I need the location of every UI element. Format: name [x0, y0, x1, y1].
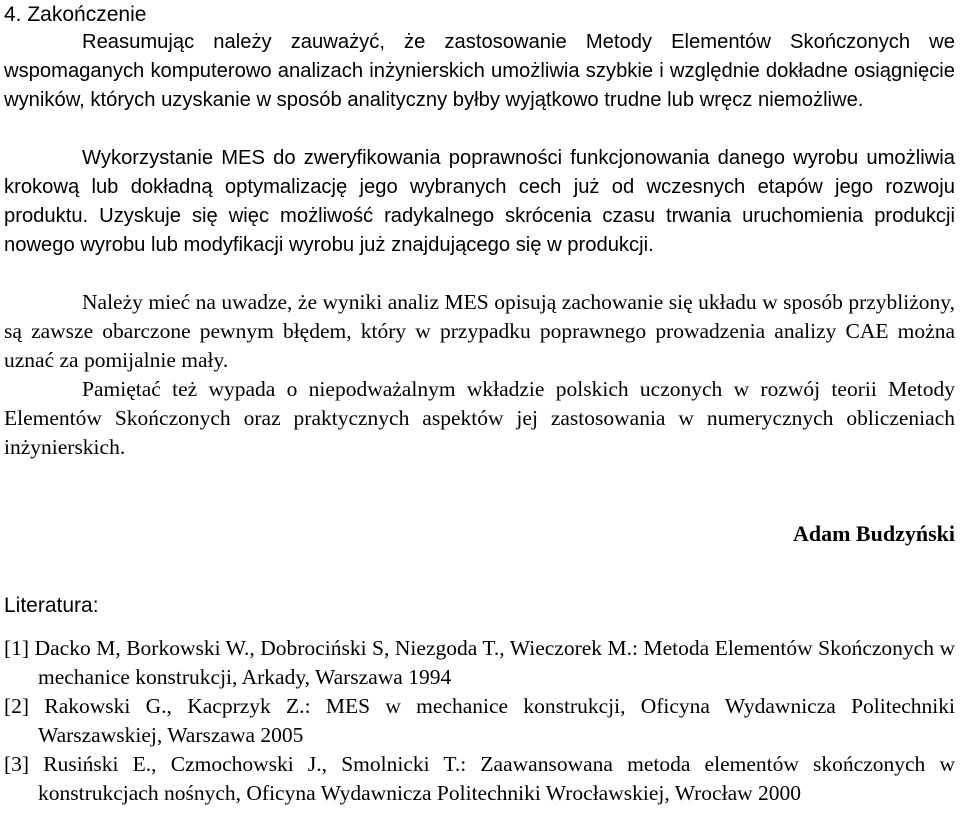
paragraph-polish-scientists: Pamiętać też wypada o niepodważalnym wkładzie polskich uczonych w rozwój teorii Metody Elementów Skończonych oraz praktycznych aspektów jej zastosowania w numerycznych obliczeniach inżynierskich.	[4, 377, 955, 459]
paragraph-summary: Reasumując należy zauważyć, że zastosowanie Metody Elementów Skończonych we wspomaganych komputerowo analizach inżynierskich umożliwia szybkie i względnie dokładne osiągnięcie wyników, których uzyskanie w sposób analityczny byłby wyjątkowo trudne lub wręcz niemożliwe.	[4, 31, 955, 111]
literature-heading: Literatura:	[4, 594, 99, 617]
reference-list	[4, 634, 955, 808]
reference-item: [3] Rusiński E., Czmochowski J., Smolnicki T.: Zaawansowana metoda elementów skończonych w konstrukcjach nośnych, Oficyna Wydawnicza Politechniki Wrocławskiej, Wrocław 2000	[4, 752, 955, 805]
reference-item: [2] Rakowski G., Kacprzyk Z.: MES w mechanice konstrukcji, Oficyna Wydawnicza Politechniki Warszawskiej, Warszawa 2005	[4, 694, 955, 747]
paragraph-mes-usage: Wykorzystanie MES do zweryfikowania poprawności funkcjonowania danego wyrobu umożliwia krokową lub dokładną optymalizację jego wybranych cech już od wczesnych etapów jego rozwoju produktu. Uzyskuje się więc możliwość radykalnego skrócenia czasu trwania uruchomienia produkcji nowego wyrobu lub modyfikacji wyrobu już znajdującego się w produkcji.	[4, 147, 955, 256]
reference-item: [1] Dacko M, Borkowski W., Dobrociński S, Niezgoda T., Wieczorek M.: Metoda Elementów Skończonych w mechanice konstrukcji, Arkady, Warszawa 1994	[4, 636, 955, 689]
author-signature: Adam Budzyński	[792, 521, 955, 546]
paragraph-approximation: Należy mieć na uwadze, że wyniki analiz MES opisują zachowanie się układu w sposób przybliżony, są zawsze obarczone pewnym błędem, który w przypadku poprawnego prowadzenia analizy CAE można uznać za pomijalnie mały.	[4, 290, 955, 372]
section-heading: 4. Zakończenie	[4, 3, 147, 26]
